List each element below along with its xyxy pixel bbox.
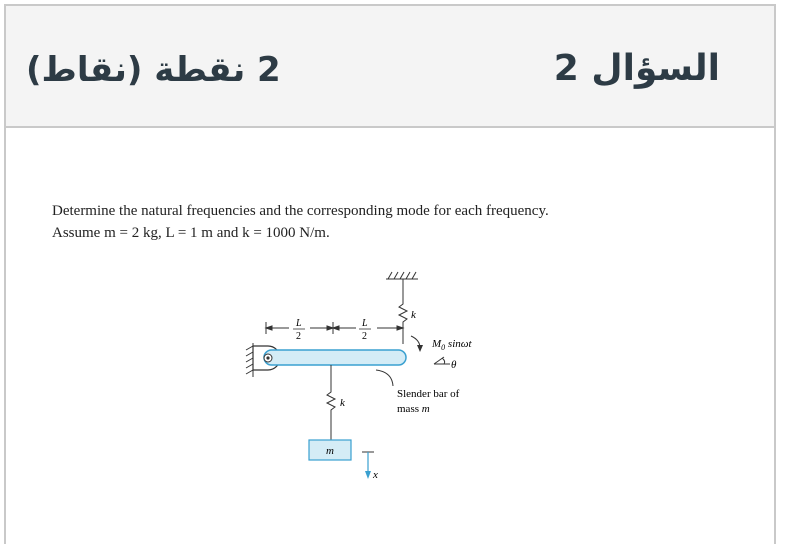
mass-label: m <box>326 445 334 457</box>
dimension-lines <box>266 322 403 334</box>
x-label: x <box>373 469 378 481</box>
theta-arrow-icon <box>434 357 450 364</box>
dim-right-den: 2 <box>362 331 367 342</box>
bar-label-line2: mass m <box>397 403 430 415</box>
left-wall-icon <box>246 343 253 377</box>
bar-label-leader <box>376 370 393 386</box>
bottom-spring <box>327 365 335 440</box>
moment-label: $M_0$ sinωt <box>432 338 472 352</box>
theta-label: θ <box>451 359 457 371</box>
question-title: السؤال 2 <box>553 48 720 89</box>
spring-bottom-label: k <box>340 397 345 409</box>
question-points: 2 نقطة (نقاط) <box>26 50 281 90</box>
top-spring <box>399 279 407 344</box>
dim-left-num: L <box>296 318 302 329</box>
dim-left-den: 2 <box>296 331 301 342</box>
top-ground-icon <box>386 272 418 279</box>
slender-bar <box>264 350 406 365</box>
bar-label-line1: Slender bar of <box>397 388 460 400</box>
problem-line-2: Assume m = 2 kg, L = 1 m and k = 1000 N/m. <box>52 225 330 241</box>
dim-right-num: L <box>362 318 368 329</box>
moment-arrow-icon <box>411 336 423 352</box>
spring-top-label: k <box>411 309 416 321</box>
problem-line-1: Determine the natural frequencies and the corresponding mode for each frequency. <box>52 203 549 219</box>
